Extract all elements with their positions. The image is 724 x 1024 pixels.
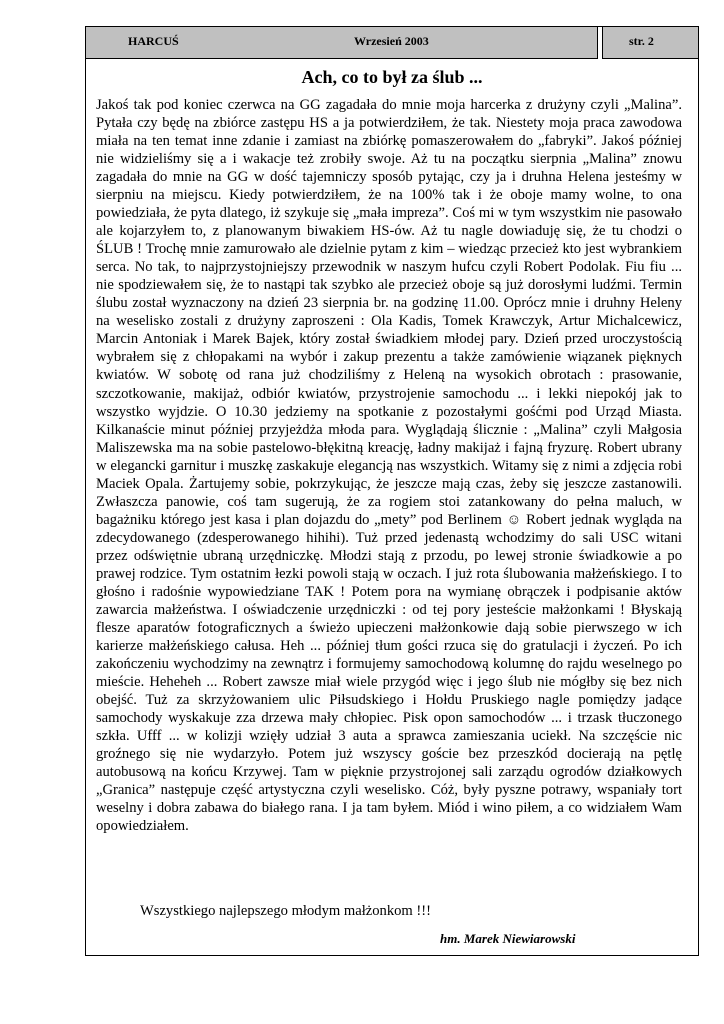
header-bar (86, 27, 598, 59)
page-number: str. 2 (629, 34, 654, 48)
page-number-box (602, 27, 698, 59)
article-body: Jakoś tak pod koniec czerwca na GG zagadała do mnie moja harcerka z drużyny czyli „Malina”. Pytała czy będę na zbiórce zastępu HS a ja potwierdziłem, że tak. Niestety moja praca zawodowa miała na ten temat inne zdanie i zamiast na zbiórkę pomaszerowałem do „fabryki”. Jakoś później nie widzieliśmy się a i wakacje też zrobiły swoje. Aż tu na początku sierpnia „Malina” znowu zagadała do mnie na GG w dość tajemniczy sposób pytając, czy ja i druhna Helena jesteśmy w sierpniu na miejscu. Kiedy potwierdziłem, że na 100% tak i że oboje mamy wolne, to ona powiedziała, że pyta dlatego, iż szykuje się „mała impreza”. Coś mi w tym wszystkim nie pasowało ale kojarzyłem to, z planowanym biwakiem HS-ów. Aż tu nagle dowiaduję się, że tu chodzi o ŚLUB ! Trochę mnie zamurowało ale dzielnie pytam z kim – wiedząc przecież kto jest wybrankiem serca. No tak, to najprzystojniejszy przewodnik w naszym hufcu czyli Robert Podolak. Fiu fiu ... nie spodziewałem się, że to nastąpi tak szybko ale przecież oboje są już dorosłymi ludźmi. Termin ślubu został wyznaczony na dzień 23 sierpnia br. na godzinę 11.00. Oprócz mnie i druhny Heleny na weselisko zostali z drużyny zaproszeni : Ola Kadis, Tomek Krawczyk, Artur Michalcewicz, Marcin Antoniak i Marek Bajek, który został świadkiem młodej pary. Dzień przed uroczystością wybrałem się z chłopakami na wybór i zakup prezentu a także zamówienie wiązanek pięknych kwiatów. W sobotę od rana już chodziliśmy z Heleną na wysokich obrotach : prasowanie, szczotkowanie, makijaż, odbiór kwiatów, przystrojenie samochodu ... i lekki niepokój jak to wszystko wyjdzie. O 10.30 jedziemy na spotkanie z pozostałymi gośćmi pod Urząd Miasta. Kilkanaście minut później przyjeżdża młoda para. Wyglądają ślicznie : „Malina” czyli Małgosia Maliszewska ma na sobie pastelowo-błękitną kreację, ładny makijaż i fajną fryzurę. Robert ubrany w elegancki garnitur i muszkę zaskakuje elegancją nas wszystkich. Witamy się z nimi a zdjęcia robi Maciek Opala. Żartujemy sobie, pokrzykując, że jeszcze mają czas, żeby się jeszcze zastanowili. Zwłaszcza panowie, coś tam sugerują, że za rogiem stoi zatankowany do pełna maluch, w bagażniku którego jest kasa i plan dojazdu do „mety” pod Berlinem ☺ Robert jednak wygląda na zdecydowanego (zdesperowanego hihihi). Tuż przed jedenastą wchodzimy do sali USC witani przez odświętnie ubraną urzędniczkę. Młodzi stają z przodu, po lewej stronie świadkowie a po prawej rodzice. Tym ostatnim łezki powoli stają w oczach. I już rota ślubowania małżeńskiego. I to głośno i radośnie wypowiedziane TAK ! Potem pora na wymianę obrączek i podpisanie aktów zawarcia małżeństwa. I oświadczenie urzędniczki : od tej pory jesteście małżonkami ! Błyskają flesze aparatów fotograficznych a świeżo upieczeni małżonkowie dają sobie pierwszego w ich karierze małżeńskiego całusa. Heh ... później tłum gości rzuca się do gratulacji i życzeń. Po ich zakończeniu wychodzimy na zewnątrz i formujemy samochodową kolumnę do rajdu weselnego po mieście. Heheheh ... Robert zawsze miał wiele przygód więc i jego ślub nie mógłby się bez nich obejść. Tuż za skrzyżowaniem ulic Piłsudskiego i Hołdu Pruskiego nagle pomiędzy jadące samochody wyskakuje zza drzewa mały chłopiec. Pisk opon samochodów ... i trzask tłuczonego szkła. Ufff ... w kolizji wzięły udział 3 auta a sprawca zamieszania uciekł. Na szczęście nic groźnego się nie wydarzyło. Potem już wszyscy goście bez przeszkód docierają na pętlę autobusową na końcu Krzywej. Tam w pięknie przystrojonej sali zarządu ogrodów działkowych „Granica” następuje część artystyczna czyli weselisko. Cóż, były pyszne potrawy, wspaniały tort weselny i dobra zabawa do białego rana. I ja tam byłem. Miód i wino piłem, a co widziałem Wam opowiedziałem. (96, 97, 682, 835)
issue-date: Wrzesień 2003 (354, 34, 429, 48)
closing-line: Wszystkiego najlepszego młodym małżonkom !!! (140, 903, 431, 919)
article-title: Ach, co to był za ślub ... (301, 67, 483, 87)
newsletter-title: HARCUŚ (128, 34, 179, 48)
author-signature: hm. Marek Niewiarowski (440, 931, 576, 946)
